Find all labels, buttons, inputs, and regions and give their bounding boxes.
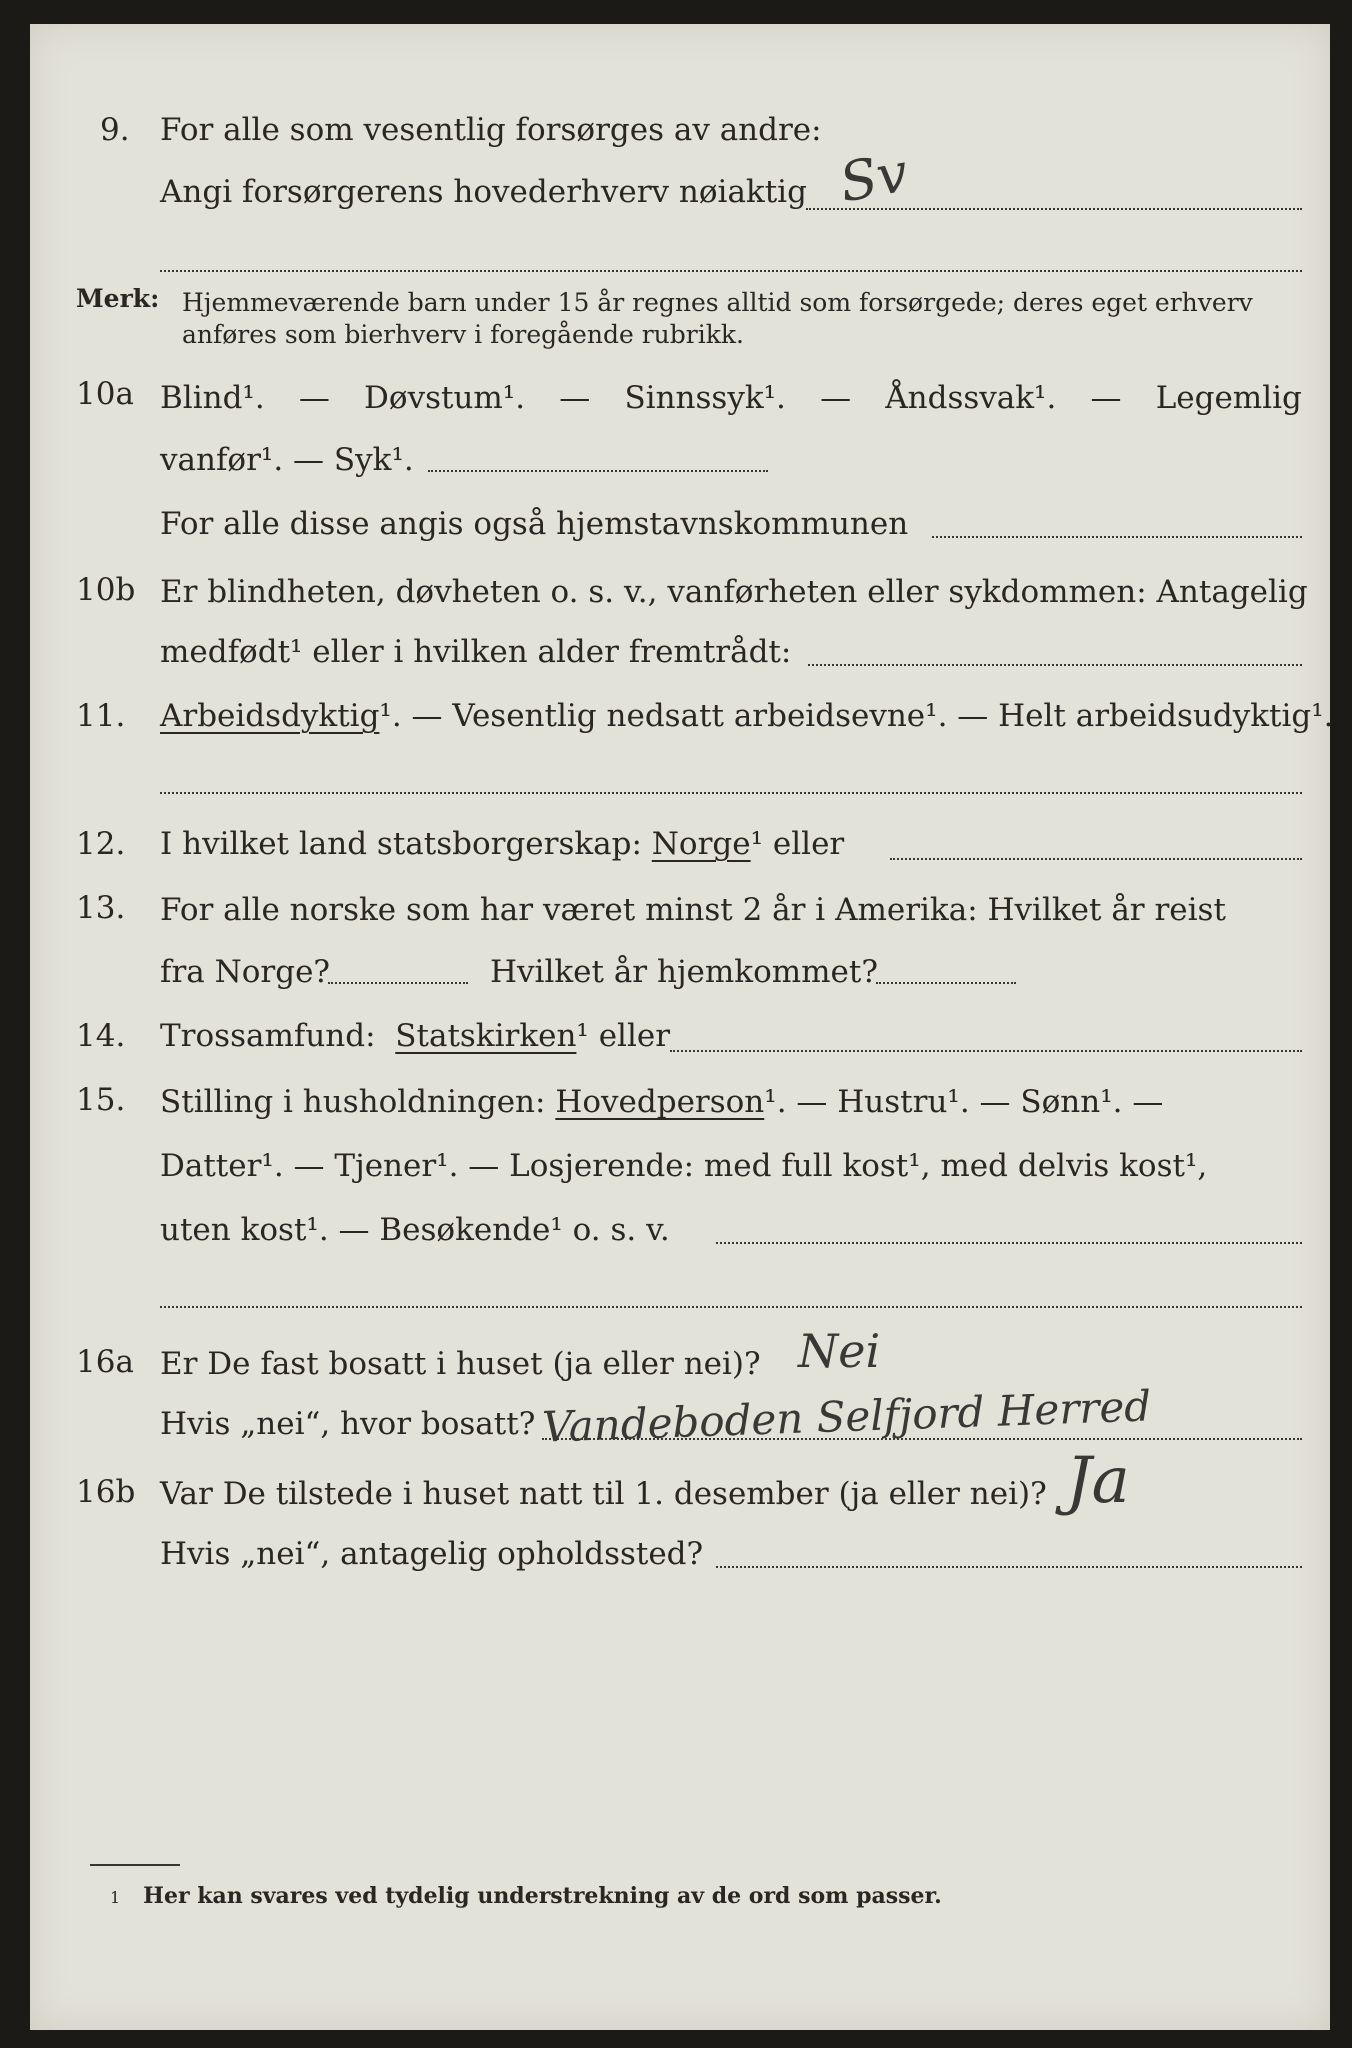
q10a-number: 10a (76, 376, 134, 412)
separator: — (298, 380, 330, 416)
census-form-page (30, 24, 1334, 2030)
separator: — (1090, 380, 1122, 416)
q11-underlined-choice: Arbeidsdyktig (160, 698, 380, 734)
q15-prefix: Stilling i husholdningen: (160, 1084, 546, 1120)
q10b-number: 10b (76, 572, 136, 608)
q12-underlined-choice: Norge (651, 826, 751, 862)
option-sinnssyk: Sinnssyk¹. (624, 380, 786, 416)
q10a-line1 (160, 378, 1302, 418)
q11-rest: ¹. — Vesentlig nedsatt arbeidsevne¹. — Helt arbeidsudyktig¹. (379, 698, 1334, 734)
q11-number: 11. (76, 698, 126, 734)
q15-line1 (160, 1082, 1163, 1122)
q16b-line1: Var De tilstede i huset natt til 1. desember (ja eller nei)? (160, 1476, 1047, 1512)
q16a-handwritten-answer2: Vandeboden Selfjord Herred (541, 1381, 1152, 1452)
option-legemlig: Legemlig (1155, 380, 1302, 416)
q14-prefix: Trossamfund: (160, 1018, 376, 1054)
q12-answer-line (890, 858, 1302, 860)
q15-line2: Datter¹. — Tjener¹. — Losjerende: med full kost¹, med delvis kost¹, (160, 1148, 1208, 1184)
q15-number: 15. (76, 1082, 126, 1118)
q11-extra-line (160, 792, 1302, 794)
q14-underlined-choice: Statskirken (395, 1018, 577, 1054)
q16b-handwritten-answer1: Ja (1066, 1444, 1130, 1518)
q9-extra-line (160, 270, 1302, 272)
q13-line2b: Hvilket år hjemkommet? (490, 954, 878, 990)
q15-answer-line (716, 1242, 1302, 1244)
q12-prefix: I hvilket land statsborgerskap: (160, 826, 642, 862)
q16b-line2: Hvis „nei“, antagelig opholdssted? (160, 1536, 704, 1572)
q13-reist-line (328, 982, 468, 984)
footnote-rule (90, 1864, 180, 1866)
q9-number: 9. (100, 112, 130, 148)
q9-line1: For alle som vesentlig forsørges av andre: (160, 112, 822, 148)
q16a-number: 16a (76, 1344, 134, 1380)
q10b-answer-line (808, 664, 1302, 666)
q11-line1 (160, 696, 1334, 736)
q15-rest1: ¹. — Hustru¹. — Sønn¹. — (764, 1084, 1164, 1120)
separator: — (820, 380, 852, 416)
q16a-handwritten-answer1: Nei (798, 1324, 881, 1378)
q16b-opholdssted-line (716, 1566, 1302, 1568)
q10b-line1: Er blindheten, døvheten o. s. v., vanførheten eller sykdommen: Antagelig (160, 574, 1308, 610)
separator: — (559, 380, 591, 416)
option-dovstum: Døvstum¹. (364, 380, 526, 416)
q16a-line2: Hvis „nei“, hvor bosatt? (160, 1406, 536, 1442)
q13-hjemkommet-line (876, 982, 1016, 984)
q15-underlined-choice: Hovedperson (555, 1084, 765, 1120)
q10a-syk-line (428, 470, 768, 472)
q10a-line3: For alle disse angis også hjemstavnskommunen (160, 506, 909, 542)
q14-answer-line (670, 1050, 1302, 1052)
merk-line1: Hjemmeværende barn under 15 år regnes alltid som forsørgede; deres eget erhverv (182, 288, 1253, 317)
option-blind: Blind¹. (160, 380, 265, 416)
footnote (110, 1882, 942, 1912)
q10a-hjemstavn-line (932, 536, 1302, 538)
q14-suffix: ¹ eller (576, 1018, 671, 1054)
q12-line1 (160, 824, 844, 864)
q16a-bosatt-line (542, 1438, 1302, 1440)
merk-line2: anføres som bierhverv i foregående rubrikk. (182, 320, 744, 349)
q13-line2a: fra Norge? (160, 954, 331, 990)
merk-label: Merk: (76, 284, 160, 313)
q10b-line2: medfødt¹ eller i hvilken alder fremtrådt: (160, 634, 792, 670)
q13-number: 13. (76, 890, 126, 926)
q12-number: 12. (76, 826, 126, 862)
q14-line1 (160, 1016, 670, 1056)
q14-number: 14. (76, 1018, 126, 1054)
option-andssvak: Åndssvak¹. (885, 380, 1057, 416)
q9-line2: Angi forsørgerens hovederhverv nøiaktig (160, 174, 807, 210)
q16a-line1: Er De fast bosatt i huset (ja eller nei)? (160, 1346, 761, 1382)
q15-line3: uten kost¹. — Besøkende¹ o. s. v. (160, 1212, 670, 1248)
q16b-number: 16b (76, 1474, 136, 1510)
q12-suffix: ¹ eller (750, 826, 845, 862)
footnote-text: Her kan svares ved tydelig understrekning av de ord som passer. (143, 1883, 942, 1909)
q13-line1: For alle norske som har været minst 2 år i Amerika: Hvilket år reist (160, 892, 1226, 928)
q10a-line2: vanfør¹. — Syk¹. (160, 442, 414, 478)
q9-handwritten-answer: Sv (835, 140, 913, 215)
footnote-marker: 1 (110, 1888, 121, 1907)
q15-extra-line (160, 1306, 1302, 1308)
